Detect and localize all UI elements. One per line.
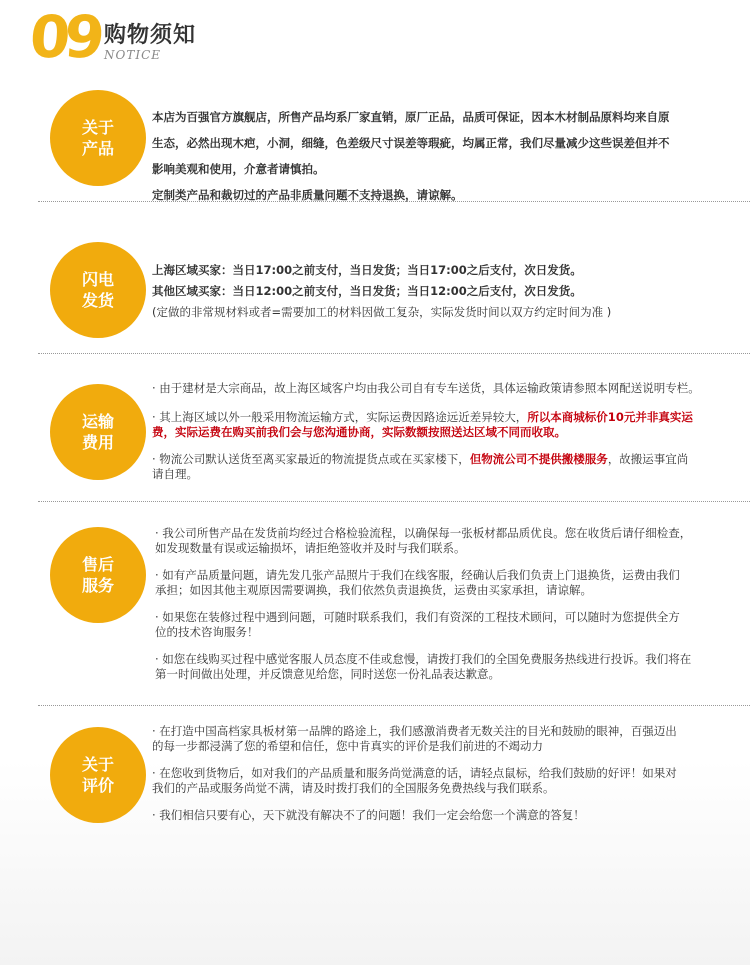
divider — [38, 201, 750, 202]
text-line: ，故搬运事宜尚 — [607, 452, 689, 466]
text-line: 上海区域买家：当日17:00之前支付，当日发货；当日17:00之后支付，次日发货。 — [152, 263, 582, 277]
text-line: 位的技术咨询服务！ — [155, 625, 259, 639]
paragraph — [152, 381, 742, 396]
text-line: · 在打造中国高档家具板材第一品牌的路途上，我们感激消费者无数关注的目光和鼓励的眼神，百强迈出 — [152, 724, 677, 738]
paragraph — [152, 724, 732, 754]
page-subtitle: NOTICE — [104, 48, 162, 62]
highlight-text: 费，实际运费在购买前我们会与您沟通协商，实际数额按照送达区域不同而收取。 — [152, 425, 566, 439]
text-line: · 由于建材是大宗商品，故上海区域客户均由我公司自有专车送货，具体运输政策请参照本网配送说明专栏。 — [152, 381, 700, 395]
text-line: 影响美观和使用，介意者请慎拍。 — [152, 162, 325, 176]
text-line: · 我公司所售产品在发货前均经过合格检验流程，以确保每一张板材都品质优良。您在收货后请仔细检查， — [155, 526, 692, 540]
about-product-text — [152, 104, 722, 208]
shipping-cost-text — [152, 381, 742, 482]
text-line: · 如果您在装修过程中遇到问题，可随时联系我们，我们有资深的工程技术顾问，可以随时为您提供全方 — [155, 610, 680, 624]
paragraph — [152, 452, 742, 482]
paragraph — [155, 568, 735, 598]
paragraph — [155, 652, 735, 682]
badge-line: 费用 — [81, 433, 114, 452]
paragraph — [155, 526, 735, 556]
text-line: 第一时间做出处理，并反馈意见给您，同时送您一份礼品表达歉意。 — [155, 667, 500, 681]
shipping-text — [152, 260, 722, 323]
text-line: 其他区域买家：当日12:00之前支付，当日发货；当日12:00之后支付，次日发货。 — [152, 284, 582, 298]
section-number: 09 — [27, 3, 102, 71]
badge-line: 运输 — [81, 412, 114, 431]
badge-after-sales — [50, 527, 146, 623]
paragraph — [152, 766, 732, 796]
text-line: 承担；如因其他主观原因需要调换，我们依然负责退换货，运费由买家承担，请谅解。 — [155, 583, 592, 597]
highlight-text: 所以本商城标价10元并非真实运 — [527, 410, 693, 424]
badge-line: 闪电 — [81, 270, 114, 289]
paragraph — [155, 610, 735, 640]
badge-shipping-cost — [50, 384, 146, 480]
text-line: · 在您收到货物后，如对我们的产品质量和服务尚觉满意的话，请轻点鼠标，给我们鼓励的好评！如果对 — [152, 766, 677, 780]
divider — [38, 501, 750, 502]
divider — [38, 353, 750, 354]
badge-line: 服务 — [81, 576, 114, 595]
notice-header — [27, 3, 330, 71]
highlight-text: 但物流公司不提供搬楼服务 — [469, 452, 608, 466]
text-line: 我们的产品或服务尚觉不满，请及时拨打我们的全国服务免费热线与我们联系。 — [152, 781, 555, 795]
badge-about-product — [50, 90, 146, 186]
text-line: · 物流公司默认送货至离买家最近的物流提货点或在买家楼下， — [152, 452, 470, 466]
reviews-text — [152, 724, 732, 823]
paragraph — [152, 808, 732, 823]
after-sales-text — [155, 526, 735, 682]
badge-line: 评价 — [81, 776, 114, 795]
badge-fast-shipping — [50, 242, 146, 338]
badge-about-reviews — [50, 727, 146, 823]
badge-line: 关于 — [81, 118, 114, 137]
divider — [38, 705, 750, 706]
text-line: · 如有产品质量问题，请先发几张产品照片于我们在线客服，经确认后我们负责上门退换货，运费由我们 — [155, 568, 680, 582]
text-line: 本店为百强官方旗舰店，所售产品均系厂家直销，原厂正品，品质可保证，因本木材制品原料均来自原 — [152, 110, 670, 124]
badge-line: 售后 — [81, 555, 114, 574]
text-line: · 我们相信只要有心，天下就没有解决不了的问题！我们一定会给您一个满意的答复！ — [152, 808, 585, 822]
page-title: 购物须知 — [104, 23, 197, 48]
paragraph — [152, 410, 742, 440]
text-line: 请自理。 — [152, 467, 198, 481]
text-line: 定制类产品和裁切过的产品非质量问题不支持退换，请谅解。 — [152, 188, 463, 202]
text-line: (定做的非常规材料或者=需要加工的材料因做工复杂，实际发货时间以双方约定时间为准 ) — [152, 305, 612, 319]
text-line: 如发现数量有误或运输损坏，请拒绝签收并及时与我们联系。 — [155, 541, 466, 555]
text-line: 生态，必然出现木疤，小洞，细缝，色差级尺寸误差等瑕疵，均属正常，我们尽量减少这些误差但并不 — [152, 136, 670, 150]
text-line: · 其上海区域以外一般采用物流运输方式，实际运费因路途远近差异较大， — [152, 410, 528, 424]
badge-line: 产品 — [81, 139, 114, 158]
text-line: 的每一步都浸满了您的希望和信任，您中肯真实的评价是我们前进的不竭动力 — [152, 739, 543, 753]
badge-line: 发货 — [81, 291, 114, 310]
text-line: · 如您在线购买过程中感觉客服人员态度不佳或怠慢，请拨打我们的全国免费服务热线进行投诉。我们将在 — [155, 652, 692, 666]
badge-line: 关于 — [81, 755, 114, 774]
